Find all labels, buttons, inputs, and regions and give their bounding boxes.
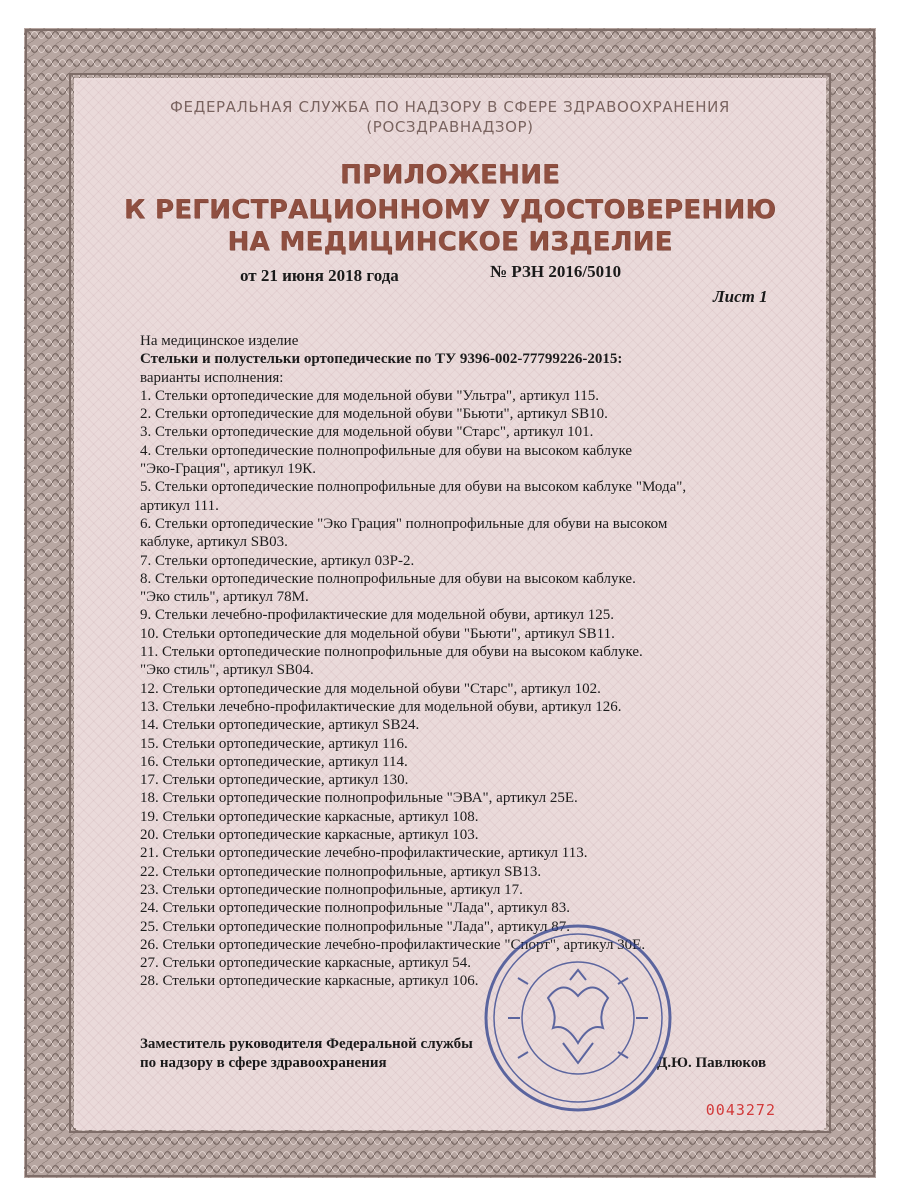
registration-number: № РЗН 2016/5010	[490, 262, 622, 281]
list-item: 21. Стельки ортопедические лечебно-профилактические, артикул 113.	[140, 845, 588, 862]
variants-label: варианты исполнения:	[140, 369, 284, 386]
document-subtitle-1: К РЕГИСТРАЦИОННОМУ УДОСТОВЕРЕНИЮ	[123, 195, 777, 225]
agency-abbreviation: (РОСЗДРАВНАДЗОР)	[366, 118, 534, 136]
list-item: 10. Стельки ортопедические для модельной обуви "Бьюти", артикул SB11.	[140, 625, 615, 642]
document-title: ПРИЛОЖЕНИЕ	[339, 160, 561, 190]
list-item: артикул 111.	[140, 497, 219, 514]
list-item: 11. Стельки ортопедические полнопрофильные для обуви на высоком каблуке.	[140, 644, 643, 661]
list-item: каблуке, артикул SB03.	[140, 534, 288, 551]
list-item: 15. Стельки ортопедические, артикул 116.	[140, 735, 408, 752]
signatory-name: Д.Ю. Павлюков	[657, 1055, 767, 1071]
list-item: 2. Стельки ортопедические для модельной обуви "Бьюти", артикул SB10.	[140, 406, 608, 423]
list-item: 23. Стельки ортопедические полнопрофильные, артикул 17.	[140, 881, 523, 898]
list-item: "Эко-Грация", артикул 19К.	[140, 461, 316, 478]
list-item: 13. Стельки лечебно-профилактические для модельной обуви, артикул 126.	[140, 698, 622, 715]
list-item: 28. Стельки ортопедические каркасные, артикул 106.	[140, 973, 479, 990]
list-item: 4. Стельки ортопедические полнопрофильные для обуви на высоком каблуке	[140, 442, 633, 459]
list-item: 8. Стельки ортопедические полнопрофильные для обуви на высоком каблуке.	[140, 570, 636, 587]
list-item: 27. Стельки ортопедические каркасные, артикул 54.	[140, 955, 471, 972]
list-item: 14. Стельки ортопедические, артикул SB24.	[140, 717, 420, 734]
list-item: "Эко стиль", артикул 78М.	[140, 589, 309, 606]
serial-number: 0043272	[705, 1101, 776, 1119]
agency-name: ФЕДЕРАЛЬНАЯ СЛУЖБА ПО НАДЗОРУ В СФЕРЕ ЗДРАВООХРАНЕНИЯ	[170, 98, 730, 116]
list-item: 9. Стельки лечебно-профилактические для модельной обуви, артикул 125.	[140, 607, 614, 624]
list-item: 3. Стельки ортопедические для модельной обуви "Старс", артикул 101.	[140, 424, 594, 441]
document-subtitle-2: НА МЕДИЦИНСКОЕ ИЗДЕЛИЕ	[227, 227, 673, 257]
issue-date: от 21 июня 2018 года	[240, 266, 399, 285]
list-item: 5. Стельки ортопедические полнопрофильные для обуви на высоком каблуке "Мода",	[140, 479, 687, 496]
product-name: Стельки и полустельки ортопедические по ТУ 9396-002-77799226-2015:	[140, 351, 623, 368]
list-item: 7. Стельки ортопедические, артикул 03Р-2.	[140, 552, 415, 569]
list-item: 19. Стельки ортопедические каркасные, артикул 108.	[140, 808, 479, 825]
list-item: 12. Стельки ортопедические для модельной обуви "Старс", артикул 102.	[140, 680, 601, 697]
list-item: "Эко стиль", артикул SB04.	[140, 662, 314, 679]
intro-text: На медицинское изделие	[140, 333, 299, 349]
official-stamp	[478, 918, 678, 1118]
signatory-title-1: Заместитель руководителя Федеральной службы	[140, 1036, 473, 1052]
list-item: 16. Стельки ортопедические, артикул 114.	[140, 753, 408, 770]
list-item: 6. Стельки ортопедические "Эко Грация" полнопрофильные для обуви на высоком	[140, 515, 668, 532]
list-item: 25. Стельки ортопедические полнопрофильные "Лада", артикул 87.	[140, 918, 570, 935]
signatory-title-2: по надзору в сфере здравоохранения	[140, 1055, 387, 1071]
list-item: 20. Стельки ортопедические каркасные, артикул 103.	[140, 827, 479, 844]
list-item: 18. Стельки ортопедические полнопрофильные "ЭВА", артикул 25Е.	[140, 790, 578, 807]
sheet-number: Лист 1	[713, 287, 768, 306]
list-item: 24. Стельки ортопедические полнопрофильные "Лада", артикул 83.	[140, 900, 570, 917]
list-item: 26. Стельки ортопедические лечебно-профилактические "Спорт", артикул 30Е.	[140, 936, 646, 953]
list-item: 22. Стельки ортопедические полнопрофильные, артикул SB13.	[140, 863, 542, 880]
document-body	[140, 332, 780, 991]
list-item: 1. Стельки ортопедические для модельной обуви "Ультра", артикул 115.	[140, 387, 600, 404]
list-item: 17. Стельки ортопедические, артикул 130.	[140, 772, 409, 789]
